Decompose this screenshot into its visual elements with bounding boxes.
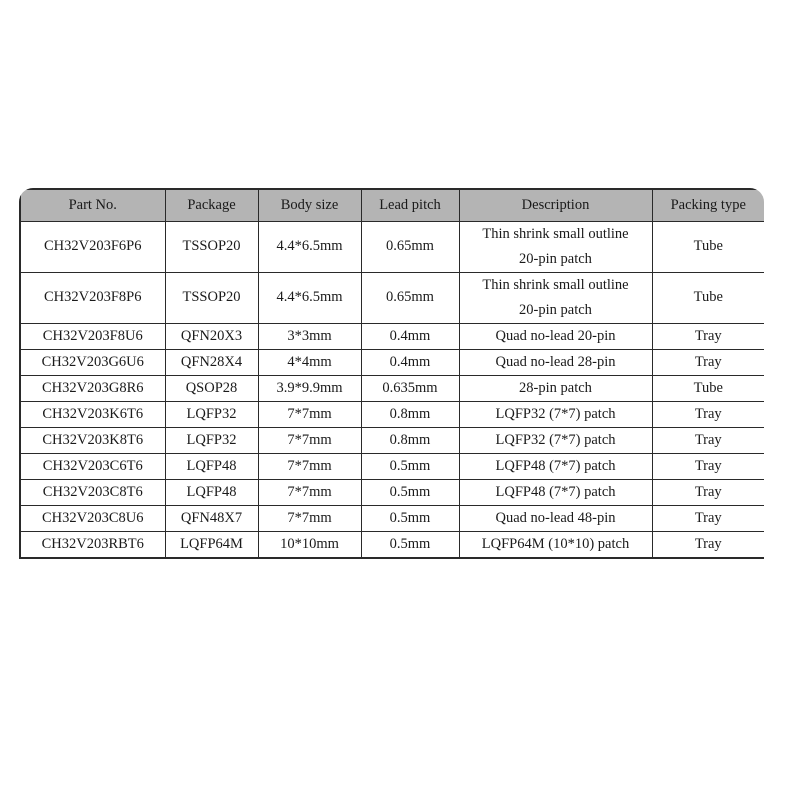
cell-description (459, 273, 652, 324)
description-line: Thin shrink small outline (482, 277, 629, 293)
cell-description (459, 532, 652, 559)
cell-packing-type: Tray (652, 350, 764, 376)
cell-part-no: CH32V203K8T6 (20, 428, 165, 454)
cell-packing-type: Tube (652, 273, 764, 324)
cell-packing-type: Tray (652, 532, 764, 559)
table-row (20, 428, 764, 454)
cell-lead-pitch: 0.5mm (361, 532, 459, 559)
cell-package: TSSOP20 (165, 273, 258, 324)
cell-description (459, 506, 652, 532)
cell-description (459, 428, 652, 454)
cell-package: TSSOP20 (165, 222, 258, 273)
cell-body-size: 7*7mm (258, 454, 361, 480)
cell-packing-type: Tray (652, 324, 764, 350)
cell-part-no: CH32V203RBT6 (20, 532, 165, 559)
description-line: LQFP64M (10*10) patch (481, 535, 630, 552)
description-line: LQFP48 (7*7) patch (495, 457, 616, 474)
description-line: Quad no-lead 48-pin (495, 509, 616, 526)
description-line: 20-pin patch (519, 251, 592, 267)
cell-packing-type: Tray (652, 402, 764, 428)
table-row (20, 273, 764, 324)
header-packing-type: Packing type (652, 189, 764, 222)
table-row (20, 222, 764, 273)
cell-packing-type: Tray (652, 480, 764, 506)
description-line: LQFP48 (7*7) patch (495, 483, 616, 500)
table-row (20, 454, 764, 480)
cell-part-no: CH32V203C6T6 (20, 454, 165, 480)
cell-package: LQFP48 (165, 480, 258, 506)
table-row (20, 506, 764, 532)
cell-part-no: CH32V203F6P6 (20, 222, 165, 273)
description-line: 20-pin patch (519, 302, 592, 318)
cell-body-size: 7*7mm (258, 506, 361, 532)
cell-packing-type: Tube (652, 222, 764, 273)
cell-packing-type: Tray (652, 454, 764, 480)
table-row (20, 376, 764, 402)
cell-package: LQFP32 (165, 402, 258, 428)
cell-lead-pitch: 0.4mm (361, 324, 459, 350)
table-row (20, 480, 764, 506)
description-line: 28-pin patch (519, 379, 592, 396)
cell-packing-type: Tray (652, 506, 764, 532)
cell-lead-pitch: 0.65mm (361, 222, 459, 273)
cell-lead-pitch: 0.5mm (361, 454, 459, 480)
cell-lead-pitch: 0.8mm (361, 402, 459, 428)
header-lead-pitch: Lead pitch (361, 189, 459, 222)
description-line: Thin shrink small outline (482, 226, 629, 242)
cell-body-size: 4.4*6.5mm (258, 273, 361, 324)
table-body (20, 222, 764, 559)
cell-part-no: CH32V203K6T6 (20, 402, 165, 428)
header-body-size: Body size (258, 189, 361, 222)
cell-description (459, 480, 652, 506)
cell-packing-type: Tube (652, 376, 764, 402)
table-row (20, 324, 764, 350)
description-line: LQFP32 (7*7) patch (495, 431, 616, 448)
cell-lead-pitch: 0.635mm (361, 376, 459, 402)
cell-description (459, 222, 652, 273)
cell-package: QFN48X7 (165, 506, 258, 532)
cell-description (459, 376, 652, 402)
header-description: Description (459, 189, 652, 222)
cell-part-no: CH32V203F8U6 (20, 324, 165, 350)
cell-body-size: 4*4mm (258, 350, 361, 376)
table-row (20, 350, 764, 376)
cell-description (459, 454, 652, 480)
cell-package: QFN28X4 (165, 350, 258, 376)
cell-body-size: 3.9*9.9mm (258, 376, 361, 402)
cell-package: LQFP48 (165, 454, 258, 480)
cell-package: QSOP28 (165, 376, 258, 402)
cell-description (459, 402, 652, 428)
cell-part-no: CH32V203G8R6 (20, 376, 165, 402)
cell-description (459, 350, 652, 376)
cell-lead-pitch: 0.5mm (361, 480, 459, 506)
cell-packing-type: Tray (652, 428, 764, 454)
cell-part-no: CH32V203C8T6 (20, 480, 165, 506)
cell-body-size: 7*7mm (258, 480, 361, 506)
cell-body-size: 7*7mm (258, 428, 361, 454)
cell-lead-pitch: 0.4mm (361, 350, 459, 376)
table-header-row (20, 189, 764, 222)
cell-body-size: 10*10mm (258, 532, 361, 559)
header-package: Package (165, 189, 258, 222)
product-selection-table (19, 188, 764, 559)
cell-package: QFN20X3 (165, 324, 258, 350)
cell-description (459, 324, 652, 350)
cell-lead-pitch: 0.8mm (361, 428, 459, 454)
description-line: LQFP32 (7*7) patch (495, 405, 616, 422)
description-line: Quad no-lead 28-pin (495, 353, 616, 370)
product-table-container (19, 188, 764, 559)
cell-package: LQFP64M (165, 532, 258, 559)
description-line: Quad no-lead 20-pin (495, 327, 616, 344)
table-row (20, 532, 764, 559)
cell-package: LQFP32 (165, 428, 258, 454)
header-part-no: Part No. (20, 189, 165, 222)
table-row (20, 402, 764, 428)
cell-lead-pitch: 0.5mm (361, 506, 459, 532)
cell-body-size: 7*7mm (258, 402, 361, 428)
cell-part-no: CH32V203G6U6 (20, 350, 165, 376)
cell-lead-pitch: 0.65mm (361, 273, 459, 324)
cell-body-size: 3*3mm (258, 324, 361, 350)
cell-part-no: CH32V203C8U6 (20, 506, 165, 532)
cell-part-no: CH32V203F8P6 (20, 273, 165, 324)
cell-body-size: 4.4*6.5mm (258, 222, 361, 273)
